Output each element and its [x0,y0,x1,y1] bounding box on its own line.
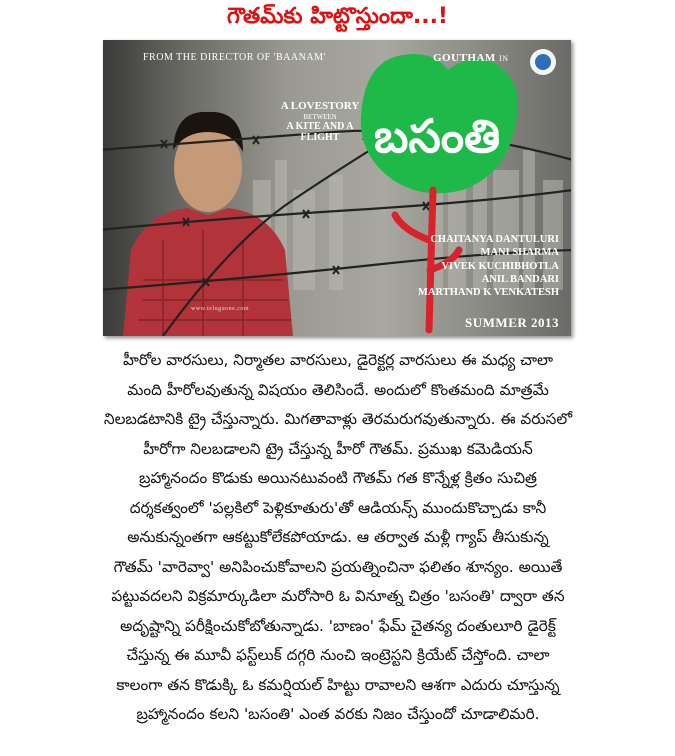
headline: గౌతమ్‌కు హిట్టొస్తుందా...! [227,4,448,29]
director-line: FROM THE DIRECTOR OF 'BAANAM' [143,52,326,63]
article-line: అదృష్టాన్ని పరీక్షించుకోబోతున్నాడు. 'బాణం' ఫేమ్ చైతన్య దంతులూరి డైరెక్ట్ [120,616,556,635]
article-line: నిలబడటానికి ట్రై చేస్తున్నారు. మిగతావాళ్లు తెరమరుగవుతున్నారు. ఈ వరుసలో [103,410,573,428]
hero-name [433,52,508,64]
article-body [8,346,668,730]
article-line: దర్శకత్వంలో 'పల్లకిలో పెళ్లికూతురు'తో ఆడియన్స్ ముందుకొచ్చాడు కానీ [129,498,547,517]
article-line: బ్రహ్మానందం కలని 'బసంతి' ఎంత వరకు నిజం చేస్తుందో చూడాలిమరి. [136,705,540,723]
production-emblem [530,49,556,75]
credit-line: MANI SHARMA [480,247,559,259]
article-line: పట్టువదలని విక్రమార్కుడిలా మరోసారి ఓ వినూత్న చిత్రం 'బసంతి' ద్వారా తన [111,587,565,605]
article-line: గౌతమ్ 'వారెవ్వా' అనిపించుకోవాలని ప్రయత్నించినా ఫలితం శూన్యం. అయితే [113,557,563,576]
credit-line: MARTHAND K VENKATESH [417,287,559,299]
credit-line: ANIL BANDARI [481,273,559,285]
hero-name-text: GOUTHAM [433,52,496,64]
article-line: బ్రహ్మానందం కొడుకు అయినటువంటి గౌతమ్ గత కొన్నేళ్ల క్రితం సుచిత్ర [139,469,537,487]
poster-tagline [275,100,365,144]
tagline-line-2: BETWEEN [303,112,337,121]
tagline-line-1: A LOVESTORY [280,100,360,112]
article-line: హీరోల వారసులు, నిర్మాతల వారసులు, డైరెక్టర్ల వారసులు ఈ మధ్య చాలా [123,351,553,369]
tagline-line-3: A KITE AND A FLIGHT [286,120,354,144]
poster-credits [418,233,559,299]
website-watermark: www.teluguone.com [191,306,250,312]
release-text: SUMMER 2013 [465,315,559,330]
article-line: హీరోగా నిలబడాలని ట్రై చేస్తున్న హీరో గౌతమ్. ప్రముఖ కమెడియన్ [143,439,533,458]
article-line: అనుకున్నంతగా ఆకట్టుకోలేకపోయాడు. ఆ తర్వాత మళ్లీ గ్యాప్ తీసుకున్న [127,528,549,546]
hero-in-text: IN [499,54,509,63]
article-line: మంది హీరోలవుతున్న విషయం తెలిసిందే. అందులో కొంతమంది మాత్రమే [127,380,549,399]
article-line: చేస్తున్న ఈ మూవీ ఫస్ట్‌లుక్ దగ్గరి నుంచి ఇంట్రెస్టని క్రియేట్ చేస్తోంది. చాలా [126,646,550,664]
credit-line: CHAITANYA DANTULURI [430,234,559,245]
credit-line: VIVEK KUCHIBHOTLA [441,260,559,272]
movie-poster [103,40,571,336]
title-logo-text: బసంతి [373,109,501,163]
article-line: కాలంగా తన కొడుక్కి ఓ కమర్షియల్ హిట్టు రావాలని ఆశగా ఎదురు చూస్తున్న [116,675,560,694]
